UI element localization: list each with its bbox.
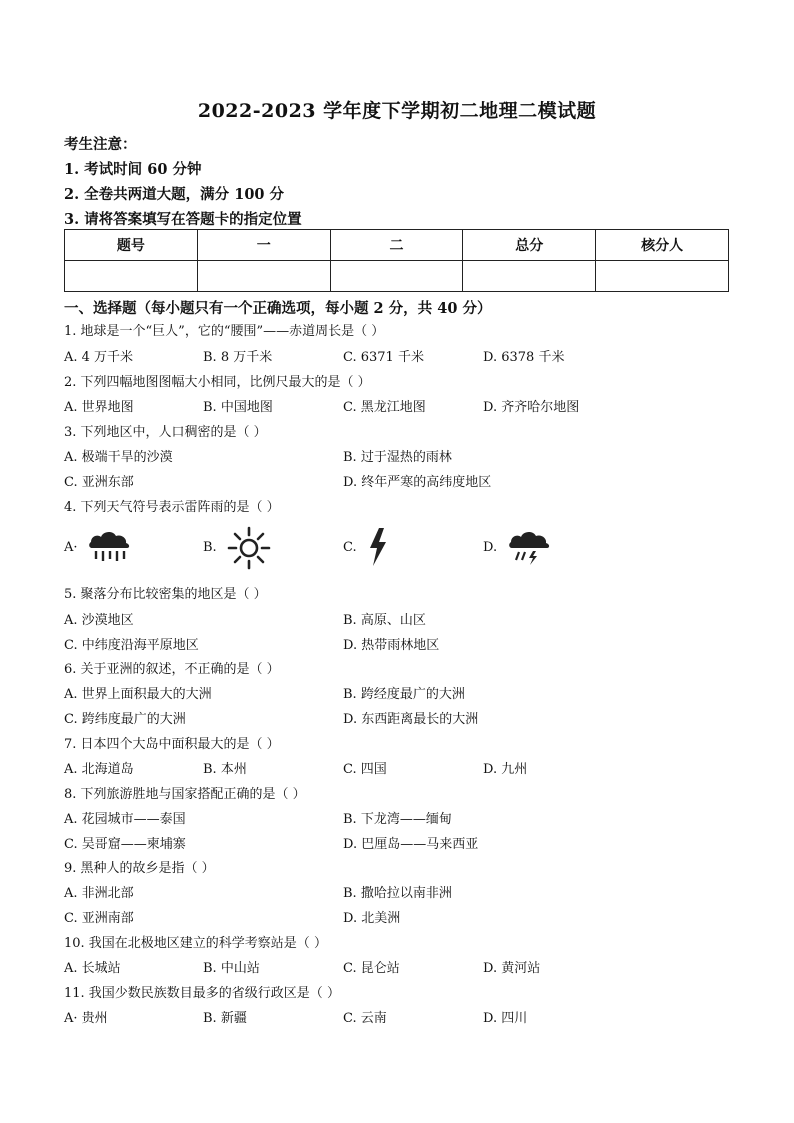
q3-option-b[interactable]: B. 过于湿热的雨林 [343, 450, 452, 465]
sunny-icon [226, 525, 272, 571]
question-4: 4. 下列天气符号表示雷阵雨的是（ ） [64, 500, 280, 515]
q2-option-c[interactable]: C. 黑龙江地图 [343, 400, 426, 415]
score-value-cell[interactable] [197, 261, 330, 292]
q4-option-d[interactable]: D. [483, 540, 498, 555]
q9-option-b[interactable]: B. 撒哈拉以南非洲 [343, 886, 452, 901]
score-table-header-row [65, 230, 729, 261]
note-item: 3. 请将答案填写在答题卡的指定位置 [64, 211, 302, 228]
q10-option-d[interactable]: D. 黄河站 [483, 961, 541, 976]
q8-option-b[interactable]: B. 下龙湾——缅甸 [343, 812, 452, 827]
q8-option-a[interactable]: A. 花园城市——泰国 [64, 812, 186, 827]
q8-option-c[interactable]: C. 吴哥窟——柬埔寨 [64, 837, 186, 852]
q6-option-c[interactable]: C. 跨纬度最广的大洲 [64, 712, 186, 727]
score-value-cell[interactable] [596, 261, 729, 292]
q1-option-b[interactable]: B. 8 万千米 [203, 350, 273, 365]
q7-option-b[interactable]: B. 本州 [203, 762, 247, 777]
score-header-cell: 一 [197, 230, 330, 261]
q7-option-d[interactable]: D. 九州 [483, 762, 528, 777]
q11-option-d[interactable]: D. 四川 [483, 1011, 528, 1026]
q7-option-a[interactable]: A. 北海道岛 [64, 762, 134, 777]
section-heading: 一、选择题（每小题只有一个正确选项，每小题 2 分，共 40 分） [64, 300, 492, 317]
q7-option-c[interactable]: C. 四国 [343, 762, 387, 777]
score-header-cell: 题号 [65, 230, 198, 261]
q1-option-a[interactable]: A. 4 万千米 [64, 350, 134, 365]
q3-option-a[interactable]: A. 极端干旱的沙漠 [64, 450, 173, 465]
q2-option-a[interactable]: A. 世界地图 [64, 400, 134, 415]
q10-option-c[interactable]: C. 昆仑站 [343, 961, 400, 976]
note-item: 2. 全卷共两道大题，满分 100 分 [64, 186, 285, 203]
q9-option-a[interactable]: A. 非洲北部 [64, 886, 134, 901]
q4-option-a[interactable]: A· [64, 540, 78, 555]
score-value-cell[interactable] [330, 261, 463, 292]
q5-option-d[interactable]: D. 热带雨林地区 [343, 638, 440, 653]
note-item: 1. 考试时间 60 分钟 [64, 161, 202, 178]
q5-option-a[interactable]: A. 沙漠地区 [64, 613, 134, 628]
q6-option-b[interactable]: B. 跨经度最广的大洲 [343, 687, 465, 702]
question-8: 8. 下列旅游胜地与国家搭配正确的是（ ） [64, 787, 306, 802]
score-table-value-row [65, 261, 729, 292]
q4-option-c[interactable]: C. [343, 540, 357, 555]
score-value-cell[interactable] [463, 261, 596, 292]
q3-option-d[interactable]: D. 终年严寒的高纬度地区 [343, 475, 492, 490]
q11-option-a[interactable]: A· 贵州 [64, 1011, 108, 1026]
notes-heading: 考生注意： [64, 136, 137, 153]
score-table [64, 229, 729, 292]
q1-option-d[interactable]: D. 6378 千米 [483, 350, 565, 365]
page-title: 2022-2023 学年度下学期初二地理二模试题 [197, 100, 597, 122]
question-10: 10. 我国在北极地区建立的科学考察站是（ ） [64, 936, 327, 951]
q10-option-b[interactable]: B. 中山站 [203, 961, 260, 976]
question-5: 5. 聚落分布比较密集的地区是（ ） [64, 587, 267, 602]
q6-option-a[interactable]: A. 世界上面积最大的大洲 [64, 687, 212, 702]
q1-option-c[interactable]: C. 6371 千米 [343, 350, 424, 365]
q5-option-c[interactable]: C. 中纬度沿海平原地区 [64, 638, 199, 653]
score-header-cell: 二 [330, 230, 463, 261]
question-1: 1. 地球是一个“巨人”，它的“腰围”——赤道周长是（ ） [64, 324, 385, 339]
question-11: 11. 我国少数民族数目最多的省级行政区是（ ） [64, 986, 340, 1001]
score-header-cell: 总分 [463, 230, 596, 261]
question-3: 3. 下列地区中，人口稠密的是（ ） [64, 425, 267, 440]
score-value-cell[interactable] [65, 261, 198, 292]
q11-option-b[interactable]: B. 新疆 [203, 1011, 247, 1026]
lightning-icon [366, 526, 390, 568]
q9-option-c[interactable]: C. 亚洲南部 [64, 911, 134, 926]
q4-option-b[interactable]: B. [203, 540, 217, 555]
question-2: 2. 下列四幅地图图幅大小相同，比例尺最大的是（ ） [64, 375, 371, 390]
thunderstorm-icon [506, 526, 554, 568]
q8-option-d[interactable]: D. 巴厘岛——马来西亚 [343, 837, 479, 852]
q2-option-d[interactable]: D. 齐齐哈尔地图 [483, 400, 580, 415]
q5-option-b[interactable]: B. 高原、山区 [343, 613, 426, 628]
question-7: 7. 日本四个大岛中面积最大的是（ ） [64, 737, 280, 752]
q3-option-c[interactable]: C. 亚洲东部 [64, 475, 134, 490]
q9-option-d[interactable]: D. 北美洲 [343, 911, 401, 926]
score-header-cell: 核分人 [596, 230, 729, 261]
q10-option-a[interactable]: A. 长城站 [64, 961, 121, 976]
q2-option-b[interactable]: B. 中国地图 [203, 400, 273, 415]
q11-option-c[interactable]: C. 云南 [343, 1011, 387, 1026]
question-6: 6. 关于亚洲的叙述，不正确的是（ ） [64, 662, 280, 677]
q6-option-d[interactable]: D. 东西距离最长的大洲 [343, 712, 479, 727]
heavy-rain-icon [86, 526, 134, 566]
candidate-notes [64, 132, 302, 232]
question-9: 9. 黑种人的故乡是指（ ） [64, 861, 215, 876]
